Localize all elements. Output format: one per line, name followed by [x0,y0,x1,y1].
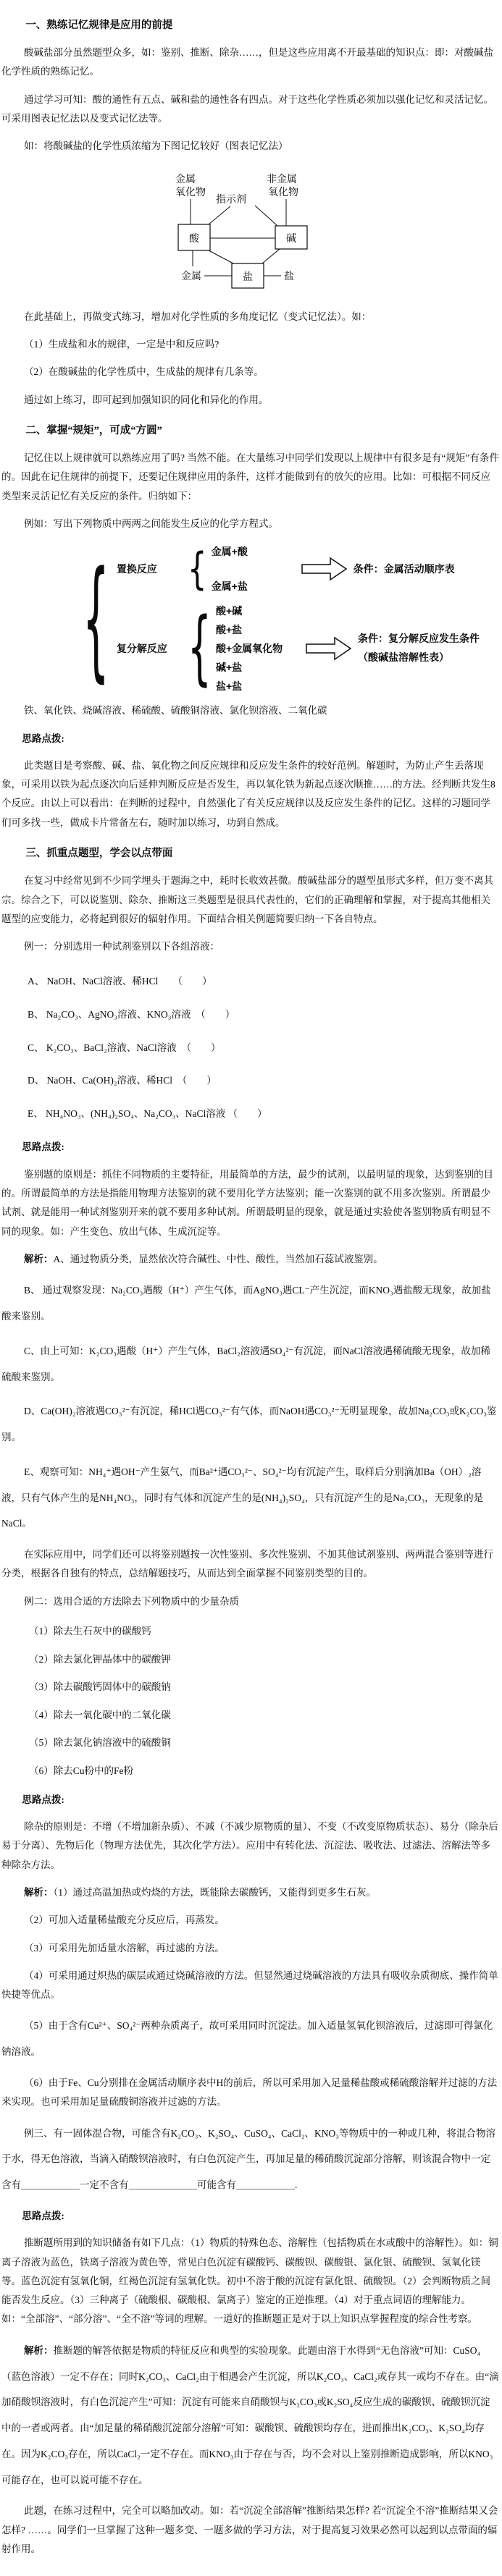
displacement-items [212,546,300,591]
salt-right-label: 盐 [284,271,294,282]
paragraph-analysis-b: B、 通过观察发现：Na₂CO₃遇酸（H⁺）产生气体，而AgNO₃遇CL⁻产生沉淀，而KNO₃遇盐酸无现象，故加盐酸来鉴别。 [1,1285,491,1322]
line-indicator-base [255,206,277,226]
paragraph-removal-answer-2: （2）可加入适量稀盐酸充分反应后，再蒸发。 [24,1914,225,1926]
metathesis-item-4: 碱+盐 [216,662,243,674]
paragraph-removal-answer-6: （6）由于Fe、Cu分别排在金属活动顺序表中H的前后，所以可采用加入足量稀盐酸或稀硫酸溶解并过滤的方法来实现。也可采用加足量硫酸铜溶液并过滤的方法。 [1,2077,498,2108]
removal-item-5: （5）除去氯化钠溶液中的硫酸铜 [29,1737,171,1749]
line-indicator-acid [209,206,230,224]
paragraph-tip1-body: 此类题目是考察酸、碱、盐、氧化物之间反应规律和反应发生条件的较好范例。解题时，为防止产生丢落现象，可采用以铁为起点逐次向后延伸判断反应是否发生，再以氧化铁为新起点逐次顺推……的方法。经判断共发生8个反应。由以上可以看出：在判断的过程中，自然强化了有关反应规律以及反应发生条件的记忆。这样的习题同学们可多找一些，做成卡片常备左右，随时加以练习，功到自然成。 [1,759,495,828]
paragraph-removal-answer-1 [1,1883,499,1902]
block-arrow-icon [301,557,348,581]
analysis-a-text: A、通过物质分类，显然依次符合碱性、中性、酸性，当然加石蕊试液鉴别。 [53,1253,383,1264]
tip-heading-4: 思路点拨: [22,2210,64,2221]
curly-brace-outer: { [83,542,109,696]
paragraph-inference-knowledge: 推断题所用到的知识储备有如下几点：（1）物质的特殊色态、溶解性（包括物质在水或酸中的溶解性）。如：铜离子溶液为蓝色，铁离子溶液为黄色等，常见白色沉淀有碳酸钙、碳酸钡、碳酸银、氯化银、硫酸钡、氢氧化镁等。蓝色沉淀有氢氧化铜，红褐色沉淀有氢氧化铁。初中不溶于酸的沉淀有氯化银、硫酸钡。（2）会判断物质之间能否发生反应。（3）三种离子（硫酸根、碳酸根、氯离子）鉴定的正逆推理。（4）对于重点词语的理解能力。如：“全部溶”、“部分溶”、“全不溶”等词的理解。一道好的推断题正是对于以上知识点掌握程度的综合性考察。 [1,2237,498,2325]
removal-item-6: （6）除去Cu粉中的Fe粉 [29,1765,134,1777]
paragraph-removal-answer-4: （4）可采用通过炽热的碳层或通过烧碱溶液的方法。但显然通过烧碱溶液的方法具有吸收杂质彻底、操作简单快捷等优点。 [1,1969,498,2001]
acid-base-salt-diagram [161,165,499,299]
block-arrow-icon [306,636,352,661]
indicator-label: 指示剂 [216,194,246,206]
paragraph-example3: 例三、有一固体混合物，可能含有K₂CO₃、K₂SO₄、CuSO₄、CaCl₂、KNO₃等物质中的一种或几种，将混合物溶于水，得无色溶液，当滴入硝酸钡溶液时，有白色沉淀产生，再加足量的稀硝酸沉淀部分溶解，则该混合物中一定含有＿＿＿＿＿＿一定不含有＿＿＿＿＿＿＿可能含有＿＿＿＿＿＿. [1,2127,496,2191]
paragraph-rules-conditions: 记忆住以上规律就可以熟练应用了吗? 当然不能。在大量练习中同学们发现以上规律中有很多是有“规矩”有条件的。因此在记住规律的前提下，还要记住规律应用的条件，这样才能做到有的放矢的应用。比如：可根据不同反应类型来灵活记忆有关反应的条件。归纳如下： [1,452,499,502]
option-c: C、 K₂CO₃、BaCl₂溶液、NaCl溶液 （ ） [28,1042,221,1053]
tip-heading-2: 思路点拨: [22,1141,64,1153]
paragraph-variant-q2: （2）在酸碱盐的化学性质中，生成盐的规律有几条等。 [24,366,264,378]
displacement-condition: 条件：金属活动顺序表 [353,563,455,575]
paragraph-intro: 酸碱盐部分虽然题型众多，如：鉴别、推断、除杂……，但是这些应用离不开最基础的知识点：即：对酸碱盐化学性质的熟练记忆。 [1,47,494,77]
salt-label: 盐 [243,271,253,283]
analysis-label: 解析： [24,2344,54,2356]
metal-oxide-label-line1: 金属 [175,174,196,185]
option-b: B、 Na₂CO₃、AgNO₃溶液、KNO₃溶液 （ ） [28,1009,235,1021]
paragraph-example-equations: 例如：写出下列物质中两两之间能发生反应的化学方程式。 [24,518,279,529]
paragraph-identification-principle: 鉴别题的原则是：抓住不同物质的主要特征，用最简单的方法，最少的试剂，以最明显的现象，达到鉴别的目的。所谓最简单的方法是指能用物理方法鉴别的就不要用化学方法鉴别；能一次鉴别的就不用多次鉴别。所谓最少试剂、就是能用一种试剂鉴别开来的就不要用多种试剂。所谓最明显的现象，就是通过实验使各鉴别物质有明显不同的现象。如：产生变色、放出气体、生成沉淀等。 [1,1168,494,1237]
displacement-reaction-row [116,543,480,595]
section-heading-1: 一、熟练记忆规律是应用的前提 [25,20,173,31]
paragraph-practice-effect: 通过如上练习，即可起到加强知识的同化和异化的作用。 [24,394,269,405]
displacement-item-1: 金属+酸 [211,546,248,558]
paragraph-variant-q1: （1）生成盐和水的规律，一定是中和反应吗? [24,338,219,350]
document [1,16,499,2559]
displacement-item-2: 金属+盐 [211,580,248,593]
metal-oxide-label-line2: 氧化物 [175,187,206,198]
paragraph-example2-intro: 例二：选用合适的方法除去下列物质中的少量杂质 [24,1595,240,1607]
tip-heading-3: 思路点拨: [22,1794,64,1805]
base-label: 碱 [286,233,296,245]
paragraph-substance-list: 铁、氧化铁、烧碱溶液、稀硫酸、硫酸铜溶液、氯化钡溶液、二氧化碳 [24,705,327,717]
paragraph-removal-answer-5: （5）由于含有Cu²⁺、SO₄²⁻两种杂质离子，故可采用同时沉淀法。加入适量氢氧化钡溶液后，过滤即可得氯化钠溶液。 [1,2020,493,2058]
curly-brace-metathesis: { [187,601,212,696]
inference-analysis-text: 推断题的解答依据是物质的特征反应和典型的实验现象。此题由溶于水得到“无色溶液”可知：CuSO₄（蓝色溶液）一定不存在；同时K₂CO₃、CaCl₂由于相遇会产生沉淀，所以K₂CO₃、CaCl₂或存其一或均不存在。由“滴加硝酸钡溶液时，有白色沉淀产生”可知：沉淀有可能来自硝酸钡与K₂CO₃或K₂SO₄反应生成的碳酸钡、硫酸钡沉淀中的一者或两者。由“加足量的稀硝酸沉淀部分溶解”可知：碳酸钡、硫酸钡均存在，进而推出K₂CO₃、K₂SO₄均存在。因为K₂CO₃存在，所以CaCl₂一定不存在。而KNO₃由于存在与否，均不会对以上鉴别推断造成影响，所以KNO₃可能存在，也可以说可能不存在。 [1,2344,499,2486]
metathesis-item-1: 酸+碱 [216,605,243,617]
section-heading-2: 二、掌握“规矩”，可成“方圆” [25,424,162,436]
removal-item-4: （4）除去一氧化碳中的二氧化碳 [29,1709,171,1720]
curly-brace-displacement: { [187,543,207,595]
metathesis-condition [358,630,480,667]
metathesis-item-3: 酸+金属氧化物 [216,643,283,655]
acid-label: 酸 [189,233,199,245]
nonmetal-oxide-label-line1: 非金属 [267,174,297,185]
metathesis-item-2: 酸+盐 [216,624,243,636]
paragraph-memory-methods: 通过学习可知：酸的通性有五点、碱和盐的通性各有四点。对于这些化学性质必须加以强化记忆和灵活记忆。可采用图表记忆法以及变式记忆法等。 [1,93,494,124]
paragraph-variant-practice: 在此基础上，再做变式练习，增加对化学性质的多角度记忆（变式记忆法）。如： [24,311,372,322]
paragraph-analysis-a [1,1250,499,1269]
paragraph-analysis-d: D、Ca(OH)₂溶液遇CO₃²⁻有沉淀，稀HCl遇CO₃²⁻有气体，而NaOH遇CO₃²⁻无明显现象，故加Na₂CO₃或K₂CO₃鉴别。 [1,1406,497,1443]
paragraph-closing: 此题，在练习过程中，完全可以略加改动。如：若“沉淀全部溶解”推断结果怎样? 若“沉淀全不溶”推断结果又会怎样? ……。同学们一旦掌握了这种一题多变、一题多做的学习方法，对于提高复习效果必然可以起到以点带面的辐射作用。 [1,2505,498,2554]
paragraph-removal-principle: 除杂的原则是：不增（不增加新杂质）、不减（不减少原物质的量）、不变（不改变原物质状态）、易分（除杂后易于分离）、先物后化（物理方法优先，其次化学方法）。应用中有转化法、沉淀法、吸收法、过滤法、溶解法等多种除杂方法。 [1,1820,498,1870]
nonmetal-oxide-label-line2: 氧化物 [268,187,298,198]
option-a: A、 NaOH、NaCl溶液、稀HCl （ ） [28,976,212,987]
metal-label: 金属 [181,271,201,282]
paragraph-review-strategy: 在复习中经常见到不少同学埋头于题海之中，耗时长收效甚微。酸碱盐部分的题型虽形式多样，但万变不离其宗。综合之下，可以说鉴别、除杂、推断这三类题型是很具代表性的，它们的正确理解和掌握，对于提高其他相关题型的应变能力，必将起到很好的辐射作用。下面结合相关例题简要归纳一下各自特点。 [1,875,494,924]
metathesis-condition-line1: 条件：复分解反应发生条件 [358,633,480,645]
metathesis-condition-line2: （酸碱盐溶解性表） [358,651,449,664]
section-heading-3: 三、抓重点题型，学会以点带面 [25,848,173,860]
tip-heading-1: 思路点拨: [22,732,64,744]
displacement-label: 置换反应 [116,563,157,575]
option-d: D、 NaOH、Ca(OH)₂溶液、稀HCl （ ） [28,1075,217,1086]
paragraph-chart-method: 如：将酸碱盐的化学性质浓缩为下图记忆较好（图表记忆法） [24,140,288,152]
removal-item-1: （1）除去生石灰中的碳酸钙 [29,1626,151,1637]
metathesis-item-5: 盐+盐 [216,680,243,693]
line-base-salt [262,249,280,263]
removal-item-2: （2）除去氯化钾晶体中的碳酸钾 [29,1653,171,1665]
option-e: E、 NH₄NO₃、(NH₄)₂SO₄、Na₂CO₃、NaCl溶液 （ ） [28,1107,267,1119]
reaction-groups [116,543,480,696]
removal-item-3: （3）除去碳酸钙固体中的碳酸钠 [29,1681,171,1693]
paragraph-example1-intro: 例一：分别选用一种试剂鉴别以下各组溶液： [24,941,220,953]
reaction-types-diagram [83,542,499,696]
paragraph-identification-summary: 在实际应用中，同学们还可以将鉴别题按一次性鉴别、多次性鉴别、不加其他试剂鉴别、两两混合鉴别等进行分类，根据各自独有的特点，总结解题技巧，从而达到全面掌握不同鉴别类型的目的。 [1,1549,494,1579]
metathesis-label: 复分解反应 [116,643,167,655]
analysis-label: 解析： [24,1253,54,1264]
paragraph-inference-analysis [1,2338,499,2493]
analysis-label: 解析： [24,1886,54,1898]
paragraph-analysis-c: C、由上可知：K₂CO₃遇酸（H⁺）产生气体，BaCl₂溶液遇SO₄²⁻有沉淀，而NaCl溶液遇稀硫酸无现象，故加稀硫酸来鉴别。 [1,1345,490,1382]
paragraph-analysis-e: E、观察可知：NH₄⁺遇OH⁻产生氨气，而Ba²⁺遇CO₃²⁻、SO₄²⁻均有沉淀产生，取样后分别滴加Ba（OH）₂溶液，只有气体产生的是NH₄NO₃，同时有气体和沉淀产生的是(NH₄)₂SO₄，只有沉淀产生的是Na₂CO₃，无现象的是NaCl。 [1,1466,484,1529]
paragraph-removal-answer-3: （3）可采用先加适量水溶解，再过滤的方法。 [24,1942,225,1954]
metathesis-items [216,606,304,691]
removal-answer-1-text: （1）通过高温加热或灼烧的方法，既能除去碳酸钙，又能得到更多生石灰。 [53,1886,377,1898]
line-acid-salt [209,250,233,263]
metathesis-reaction-row [116,601,480,696]
